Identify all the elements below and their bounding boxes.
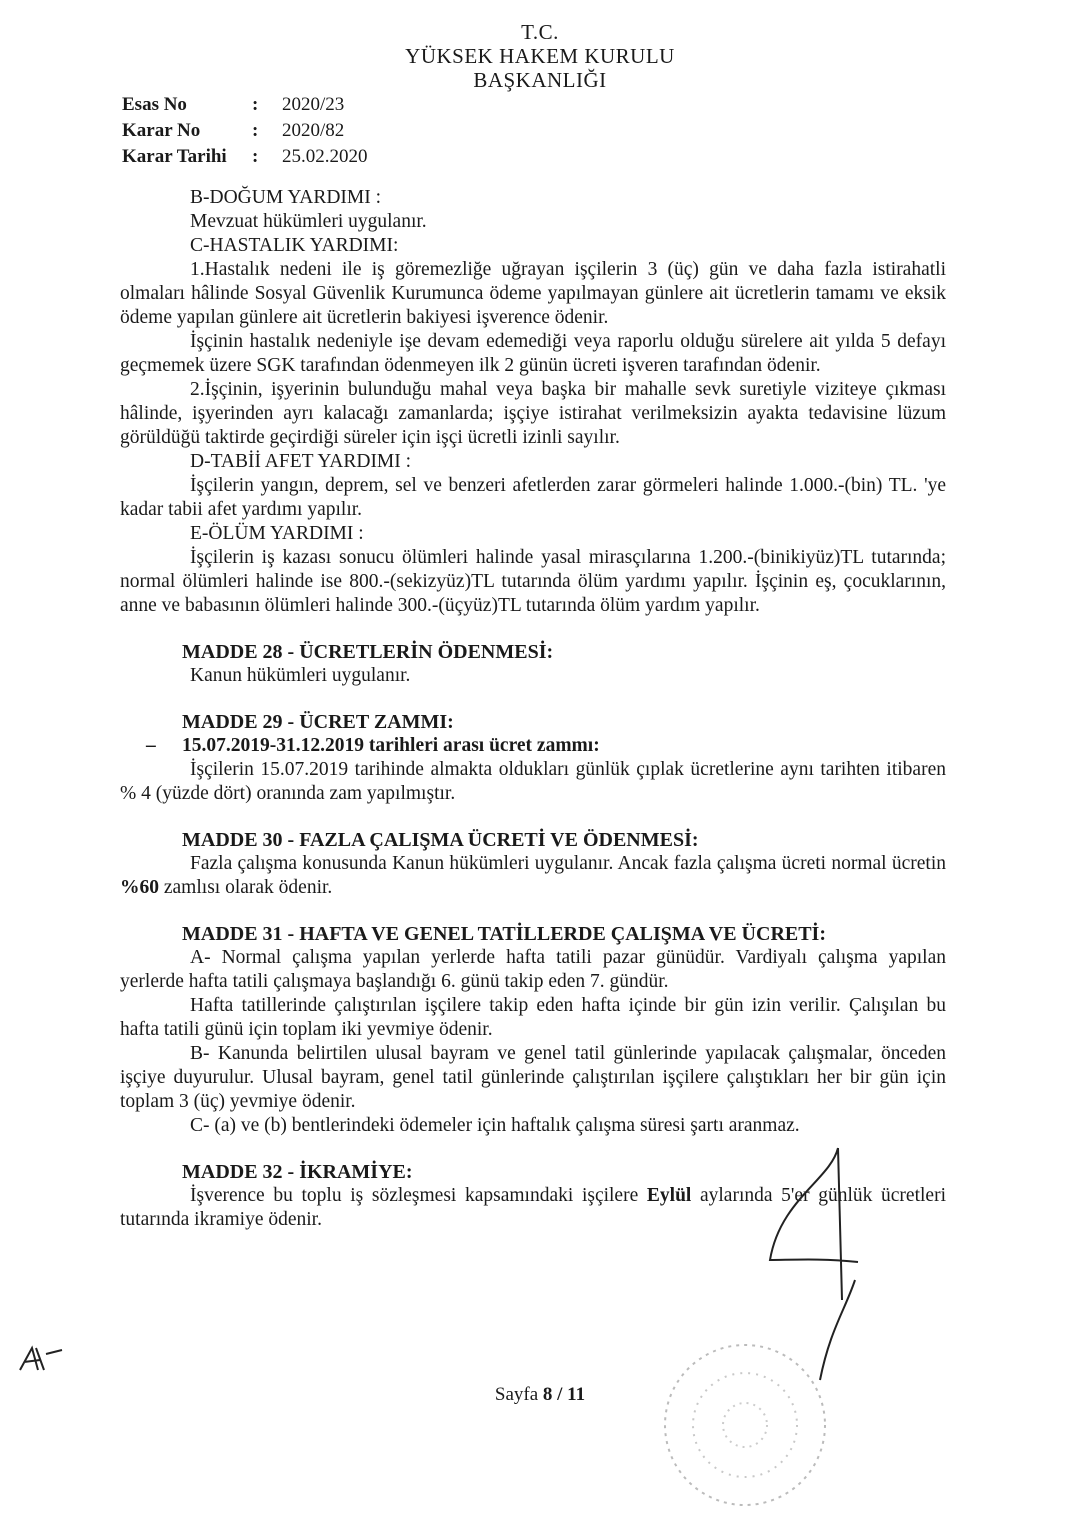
madde-31-b: B- Kanunda belirtilen ulusal bayram ve genel tatil günlerinde yapılacak çalışmalar, önceden işçiye duyurulur. Ulusal bayram, genel tatil günlerinde çalıştırılan işçilere çalıştıkları her bir gün için toplam 3 (üç) yevmiye ödenir.	[120, 1043, 946, 1112]
karar-row	[122, 118, 368, 144]
esas-label: Esas No	[122, 94, 187, 115]
madde-29-bullet	[120, 734, 946, 758]
madde-28-title: MADDE 28 - ÜCRETLERİN ÖDENMESİ:	[182, 641, 554, 663]
case-metadata	[122, 92, 368, 170]
section-e-title: E-ÖLÜM YARDIMI :	[190, 523, 364, 544]
karar-label: Karar No	[122, 120, 201, 141]
section-c-paragraph-1: 1.Hastalık nedeni ile iş göremezliğe uğrayan işçilerin 3 (üç) gün ve daha fazla istirahatli olmaları hâlinde Sosyal Güvenlik Kurumunca ödeme yapılmayan günlere ait ücretlerin tamamı ve eksik ödeme yapılan günlere ait ücretlerin bakiyesi işverence ödenir.	[120, 259, 946, 328]
tarih-label: Karar Tarihi	[122, 146, 227, 167]
colon: :	[252, 146, 259, 167]
colon: :	[252, 94, 259, 115]
madde-32-text-b: aylarında 5'er günlük ücretleri tutarında ikramiye ödenir.	[120, 1185, 946, 1230]
page-current: 8	[542, 1384, 553, 1405]
page-total: 11	[567, 1384, 586, 1405]
section-b-text: Mevzuat hükümleri uygulanır.	[190, 211, 427, 232]
karar-value: 2020/82	[282, 120, 345, 141]
section-e-paragraph: İşçilerin iş kazası sonucu ölümleri halinde yasal mirasçılarına 1.200.-(binikiyüz)TL tutarında; normal ölümleri halinde ise 800.-(sekizyüz)TL tutarında ölüm yardımı yapılır. İşçinin eş, çocuklarının, anne ve babasının ölümleri halinde 300.-(üçyüz)TL tutarında ölüm yardım yapılır.	[120, 547, 946, 616]
madde-32-title: MADDE 32 - İKRAMİYE:	[182, 1161, 413, 1183]
madde-30-text-a: Fazla çalışma konusunda Kanun hükümleri uygulanır. Ancak fazla çalışma ücreti normal ücretin	[190, 853, 946, 874]
madde-29-subtitle: 15.07.2019-31.12.2019 tarihleri arası ücret zammı:	[182, 735, 600, 756]
madde-29-title: MADDE 29 - ÜCRET ZAMMI:	[182, 711, 454, 733]
initials-icon	[10, 1340, 70, 1380]
madde-28-text: Kanun hükümleri uygulanır.	[190, 665, 411, 686]
madde-31-a2: Hafta tatillerinde çalıştırılan işçilere takip eden hafta içinde bir gün izin verilir. Çalışılan bu hafta tatili günü için toplam iki yevmiye ödenir.	[120, 995, 946, 1040]
madde-30-title: MADDE 30 - FAZLA ÇALIŞMA ÜCRETİ VE ÖDENMESİ:	[182, 829, 699, 851]
section-b-title: B-DOĞUM YARDIMI :	[190, 187, 382, 208]
tarih-value: 25.02.2020	[282, 146, 368, 167]
madde-30-text-b: zamlısı olarak ödenir.	[159, 877, 333, 898]
esas-value: 2020/23	[282, 94, 345, 115]
colon: :	[252, 120, 259, 141]
page-separator: /	[557, 1384, 563, 1405]
madde-32-month: Eylül	[646, 1185, 692, 1206]
document-header	[0, 20, 1080, 92]
tarih-row	[122, 144, 368, 170]
section-d-title: D-TABİİ AFET YARDIMI :	[190, 451, 412, 472]
madde-31-title: MADDE 31 - HAFTA VE GENEL TATİLLERDE ÇALIŞMA VE ÜCRETİ:	[182, 923, 827, 945]
madde-30-percent: %60	[120, 877, 159, 898]
madde-32-text-a: İşverence bu toplu iş sözleşmesi kapsamındaki işçilere	[190, 1185, 647, 1206]
section-c-title: C-HASTALIK YARDIMI:	[190, 235, 399, 256]
header-institution: YÜKSEK HAKEM KURULU	[405, 44, 675, 68]
section-c-paragraph-3: 2.İşçinin, işyerinin bulunduğu mahal veya başka bir mahalle sevk suretiyle viziteye çıkması hâlinde, işyerinden ayrı kalacağı zamanlarda; işçiye istirahat verilmeksizin ayakta tedavisine lüzum görüldüğü taktirde geçirdiği süreler için işçi ücretli izinli sayılır.	[120, 379, 946, 448]
madde-31-a: A- Normal çalışma yapılan yerlerde hafta tatili pazar günüdür. Vardiyalı çalışma yapılan yerlerde hafta tatili çalışmaya başlandığı 6. günü takip eden 7. gündür.	[120, 947, 946, 992]
madde-31-c: C- (a) ve (b) bentlerindeki ödemeler için haftalık çalışma süresi şartı aranmaz.	[190, 1115, 800, 1136]
dash-bullet: –	[146, 735, 156, 756]
madde-29-text: İşçilerin 15.07.2019 tarihinde almakta oldukları günlük çıplak ücretlerine aynı tarihten itibaren % 4 (yüzde dört) oranında zam yapılmıştır.	[120, 759, 946, 804]
esas-row	[122, 92, 368, 118]
madde-30-text	[120, 852, 946, 900]
header-presidency: BAŞKANLIĞI	[473, 68, 607, 92]
header-tc: T.C.	[521, 20, 559, 44]
section-d-paragraph: İşçilerin yangın, deprem, sel ve benzeri afetlerden zarar görmeleri halinde 1.000.-(bin) TL. 'ye kadar tabii afet yardımı yapılır.	[120, 475, 946, 520]
page-footer	[0, 1384, 1080, 1406]
section-c-paragraph-2: İşçinin hastalık nedeniyle işe devam edemediği veya raporlu olduğu sürelere ait yılda 5 defayı geçmemek üzere SGK tarafından ödenmeyen ilk 2 günün ücreti işveren tarafından ödenir.	[120, 331, 946, 376]
document-body	[120, 186, 946, 1232]
page-label: Sayfa	[494, 1384, 539, 1405]
stamp-icon	[650, 1330, 840, 1520]
